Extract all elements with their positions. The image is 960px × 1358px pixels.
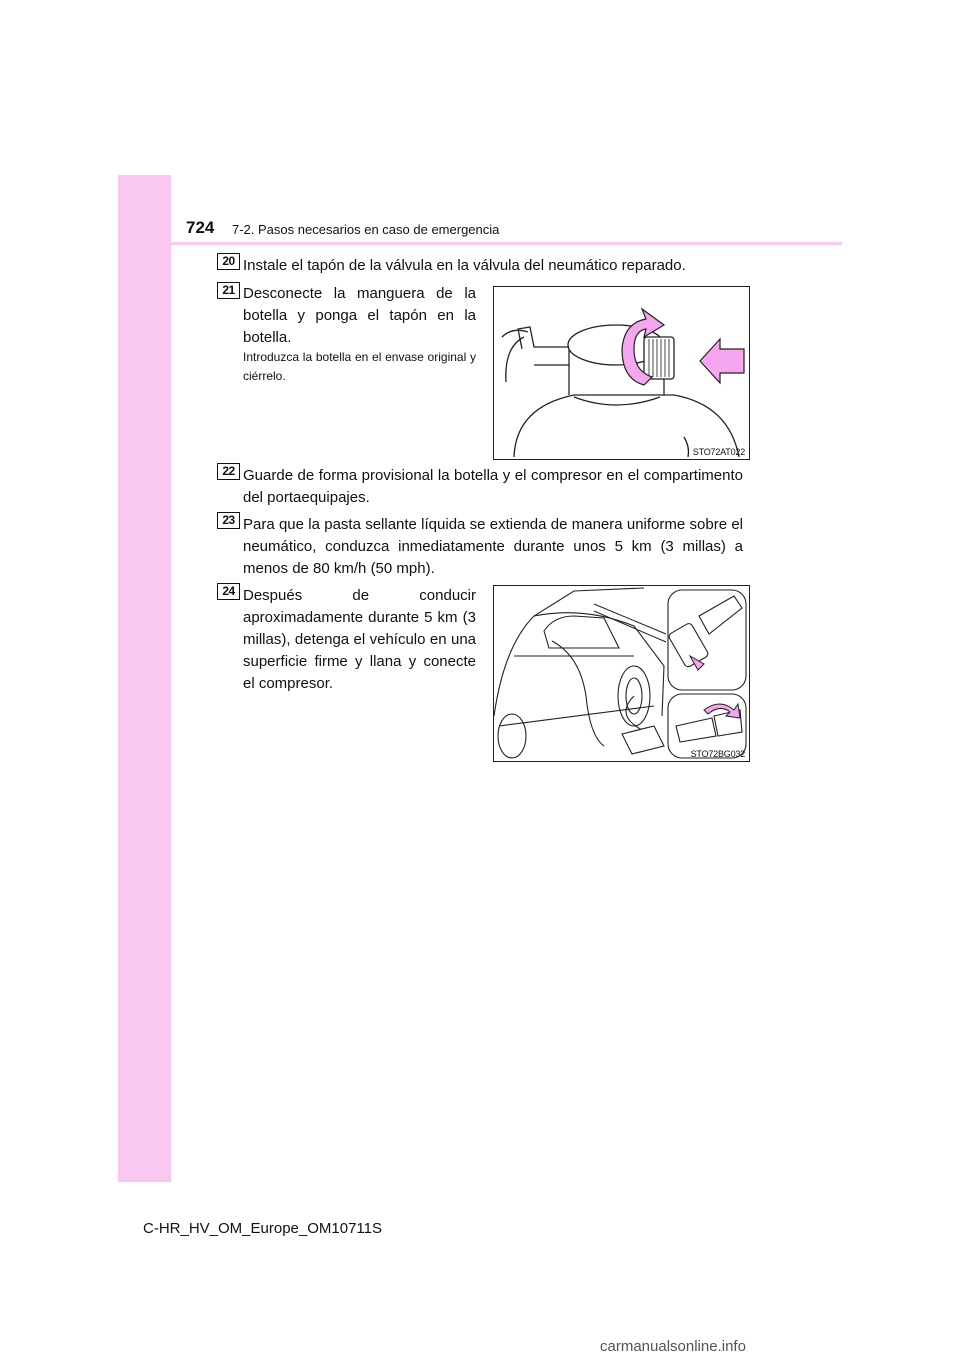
step-number-20: 20 — [217, 253, 240, 270]
step-23-text: Para que la pasta sellante líquida se extienda de manera uniforme sobre el neumático, conduzca inmediatamente durante unos 5 km (3 millas) a menos de 80 km/h (50 mph). — [243, 516, 743, 577]
figure-code-sto72at022: STO72AT022 — [692, 447, 745, 457]
page-number: 724 — [186, 218, 215, 237]
footer-document-id: C-HR_HV_OM_Europe_OM10711S — [143, 1220, 382, 1237]
section-title: 7-2. Pasos necesarios en caso de emergencia — [232, 222, 500, 237]
step-21-note: Introduzca la botella en el envase original y ciérrelo. — [243, 350, 476, 383]
step-22-text: Guarde de forma provisional la botella y el compresor en el compartimento del portaequipajes. — [243, 467, 743, 506]
step-number-24: 24 — [217, 583, 240, 600]
step-number-22: 22 — [217, 463, 240, 480]
header-rule — [118, 242, 842, 245]
figure-code-sto72bg032: STO72BG032 — [690, 749, 745, 759]
step-number-21: 21 — [217, 282, 240, 299]
step-20-text: Instale el tapón de la válvula en la válvula del neumático reparado. — [243, 257, 686, 274]
step-number-23: 23 — [217, 512, 240, 529]
step-24-text: Después de conducir aproximadamente durante 5 km (3 millas), detenga el vehículo en una superficie firme y llana y conecte el compresor. — [243, 587, 476, 692]
chapter-sidebar-tab — [118, 175, 171, 1182]
step-21-text: Desconecte la manguera de la botella y ponga el tapón en la botella. — [243, 285, 476, 346]
bottle-cap-illustration — [494, 287, 749, 459]
watermark: carmanualsonline.info — [600, 1338, 746, 1355]
compressor-connection-figure — [493, 585, 750, 762]
compressor-connection-illustration — [494, 586, 749, 761]
bottle-cap-figure — [493, 286, 750, 460]
